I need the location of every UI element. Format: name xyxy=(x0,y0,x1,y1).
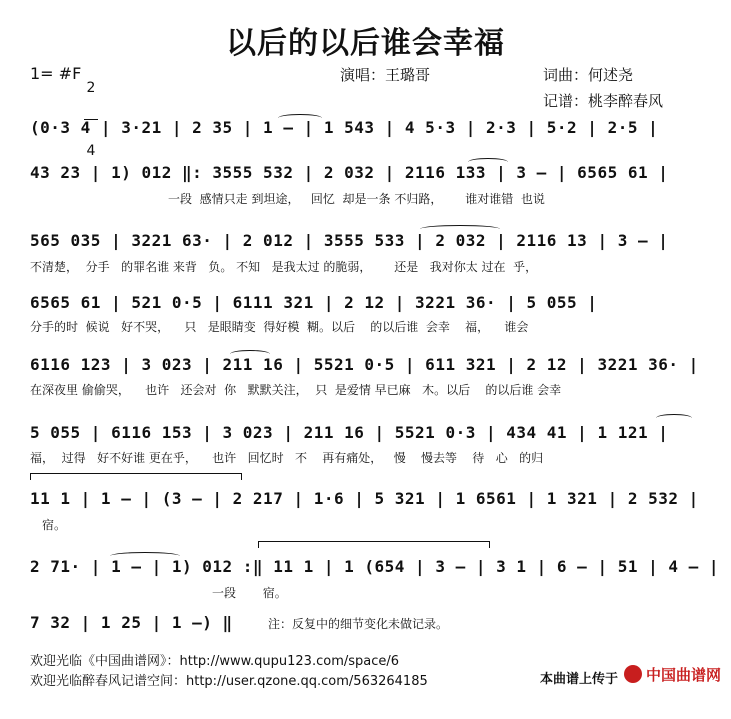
score-line-3-notes: 565 035 | 3221 63· | 2 012 | 3555 533 | 2 032 | 2116 13 | 3 – | xyxy=(30,231,669,250)
key-signature: 1= #F xyxy=(30,64,82,83)
singer-credit: 演唱：王璐哥 xyxy=(340,66,431,84)
score-line-4-notes: 6565 61 | 521 0·5 | 6111 321 | 2 12 | 3221 36· | 5 055 | xyxy=(30,293,598,312)
time-signature-bottom: 4 xyxy=(86,143,96,159)
slur-mark xyxy=(230,350,270,358)
score-line-7-notes: 11 1 | 1 – | (3 – | 2 217 | 1·6 | 5 321 | 1 6561 | 1 321 | 2 532 | xyxy=(30,489,699,508)
composer-credit: 词曲：何述尧 xyxy=(543,66,634,84)
transcriber-credit: 记谱：桃李醉春风 xyxy=(543,92,664,110)
slur-mark xyxy=(656,414,692,422)
slur-mark xyxy=(468,158,508,166)
site-logo[interactable] xyxy=(622,662,720,686)
score-line-1-notes: (0·3 4 | 3·21 | 2 35 | 1 – | 1 543 | 4 5·3 | 2·3 | 5·2 | 2·5 | xyxy=(30,118,659,137)
volta-bracket-2 xyxy=(258,541,490,548)
volta-bracket-1 xyxy=(30,473,242,480)
score-line-4-lyrics: 分手的时 候说 好不哭， 只 是眼睛变 得好模 糊。以后 的以后谁 会幸 福， 谁会 xyxy=(30,320,529,334)
time-signature xyxy=(84,58,98,169)
score-line-8-notes: 2 71· | 1 – | 1) 012 :‖ 11 1 | 1 (654 | 3 – | 3 1 | 6 – | 51 | 4 – | xyxy=(30,557,720,576)
score-line-8-lyrics: 一段 宿。 xyxy=(212,586,287,600)
score-line-3-lyrics: 不清楚， 分手 的罪名谁 来背 负。 不知 是我太过 的脆弱， 还是 我对你太 过在 乎， xyxy=(30,260,538,274)
score-line-9-notes: 7 32 | 1 25 | 1 –) ‖ xyxy=(30,613,233,632)
logo-icon xyxy=(624,665,642,683)
slur-mark xyxy=(420,225,500,233)
score-footnote: 注：反复中的细节变化未做记录。 xyxy=(268,617,449,631)
score-line-5-notes: 6116 123 | 3 023 | 211 16 | 5521 0·5 | 611 321 | 2 12 | 3221 36· | xyxy=(30,355,699,374)
footer-link-qzone[interactable]: 欢迎光临醉春风记谱空间：http://user.qzone.qq.com/563264185 xyxy=(30,674,428,689)
score-line-7-lyrics: 宿。 xyxy=(42,518,67,532)
slur-mark xyxy=(110,552,180,560)
logo-text: 中国曲谱网 xyxy=(646,666,722,684)
footer-link-qupu[interactable]: 欢迎光临《中国曲谱网》：http://www.qupu123.com/space/6 xyxy=(30,654,400,669)
score-line-2-notes: 43 23 | 1) 012 ‖: 3555 532 | 2 032 | 2116 133 | 3 – | 6565 61 | xyxy=(30,163,669,182)
score-title: 以后的以后谁会幸福 xyxy=(226,26,505,61)
score-line-5-lyrics: 在深夜里 偷偷哭， 也许 还会对 你 默默关注， 只 是爱情 早已麻 木。以后 的以后谁 会幸 xyxy=(30,383,562,397)
time-signature-top: 2 xyxy=(86,80,96,96)
upload-label: 本曲谱上传于 xyxy=(540,672,619,687)
slur-mark xyxy=(278,114,322,122)
score-line-2-lyrics: 一段 感情只走 到坦途， 回忆 却是一条 不归路， 谁对谁错 也说 xyxy=(168,192,545,206)
score-line-6-notes: 5 055 | 6116 153 | 3 023 | 211 16 | 5521 0·3 | 434 41 | 1 121 | xyxy=(30,423,669,442)
score-line-6-lyrics: 福， 过得 好不好谁 更在乎， 也许 回忆时 不 再有痛处， 慢 慢去等 待 心 的归 xyxy=(30,451,544,465)
